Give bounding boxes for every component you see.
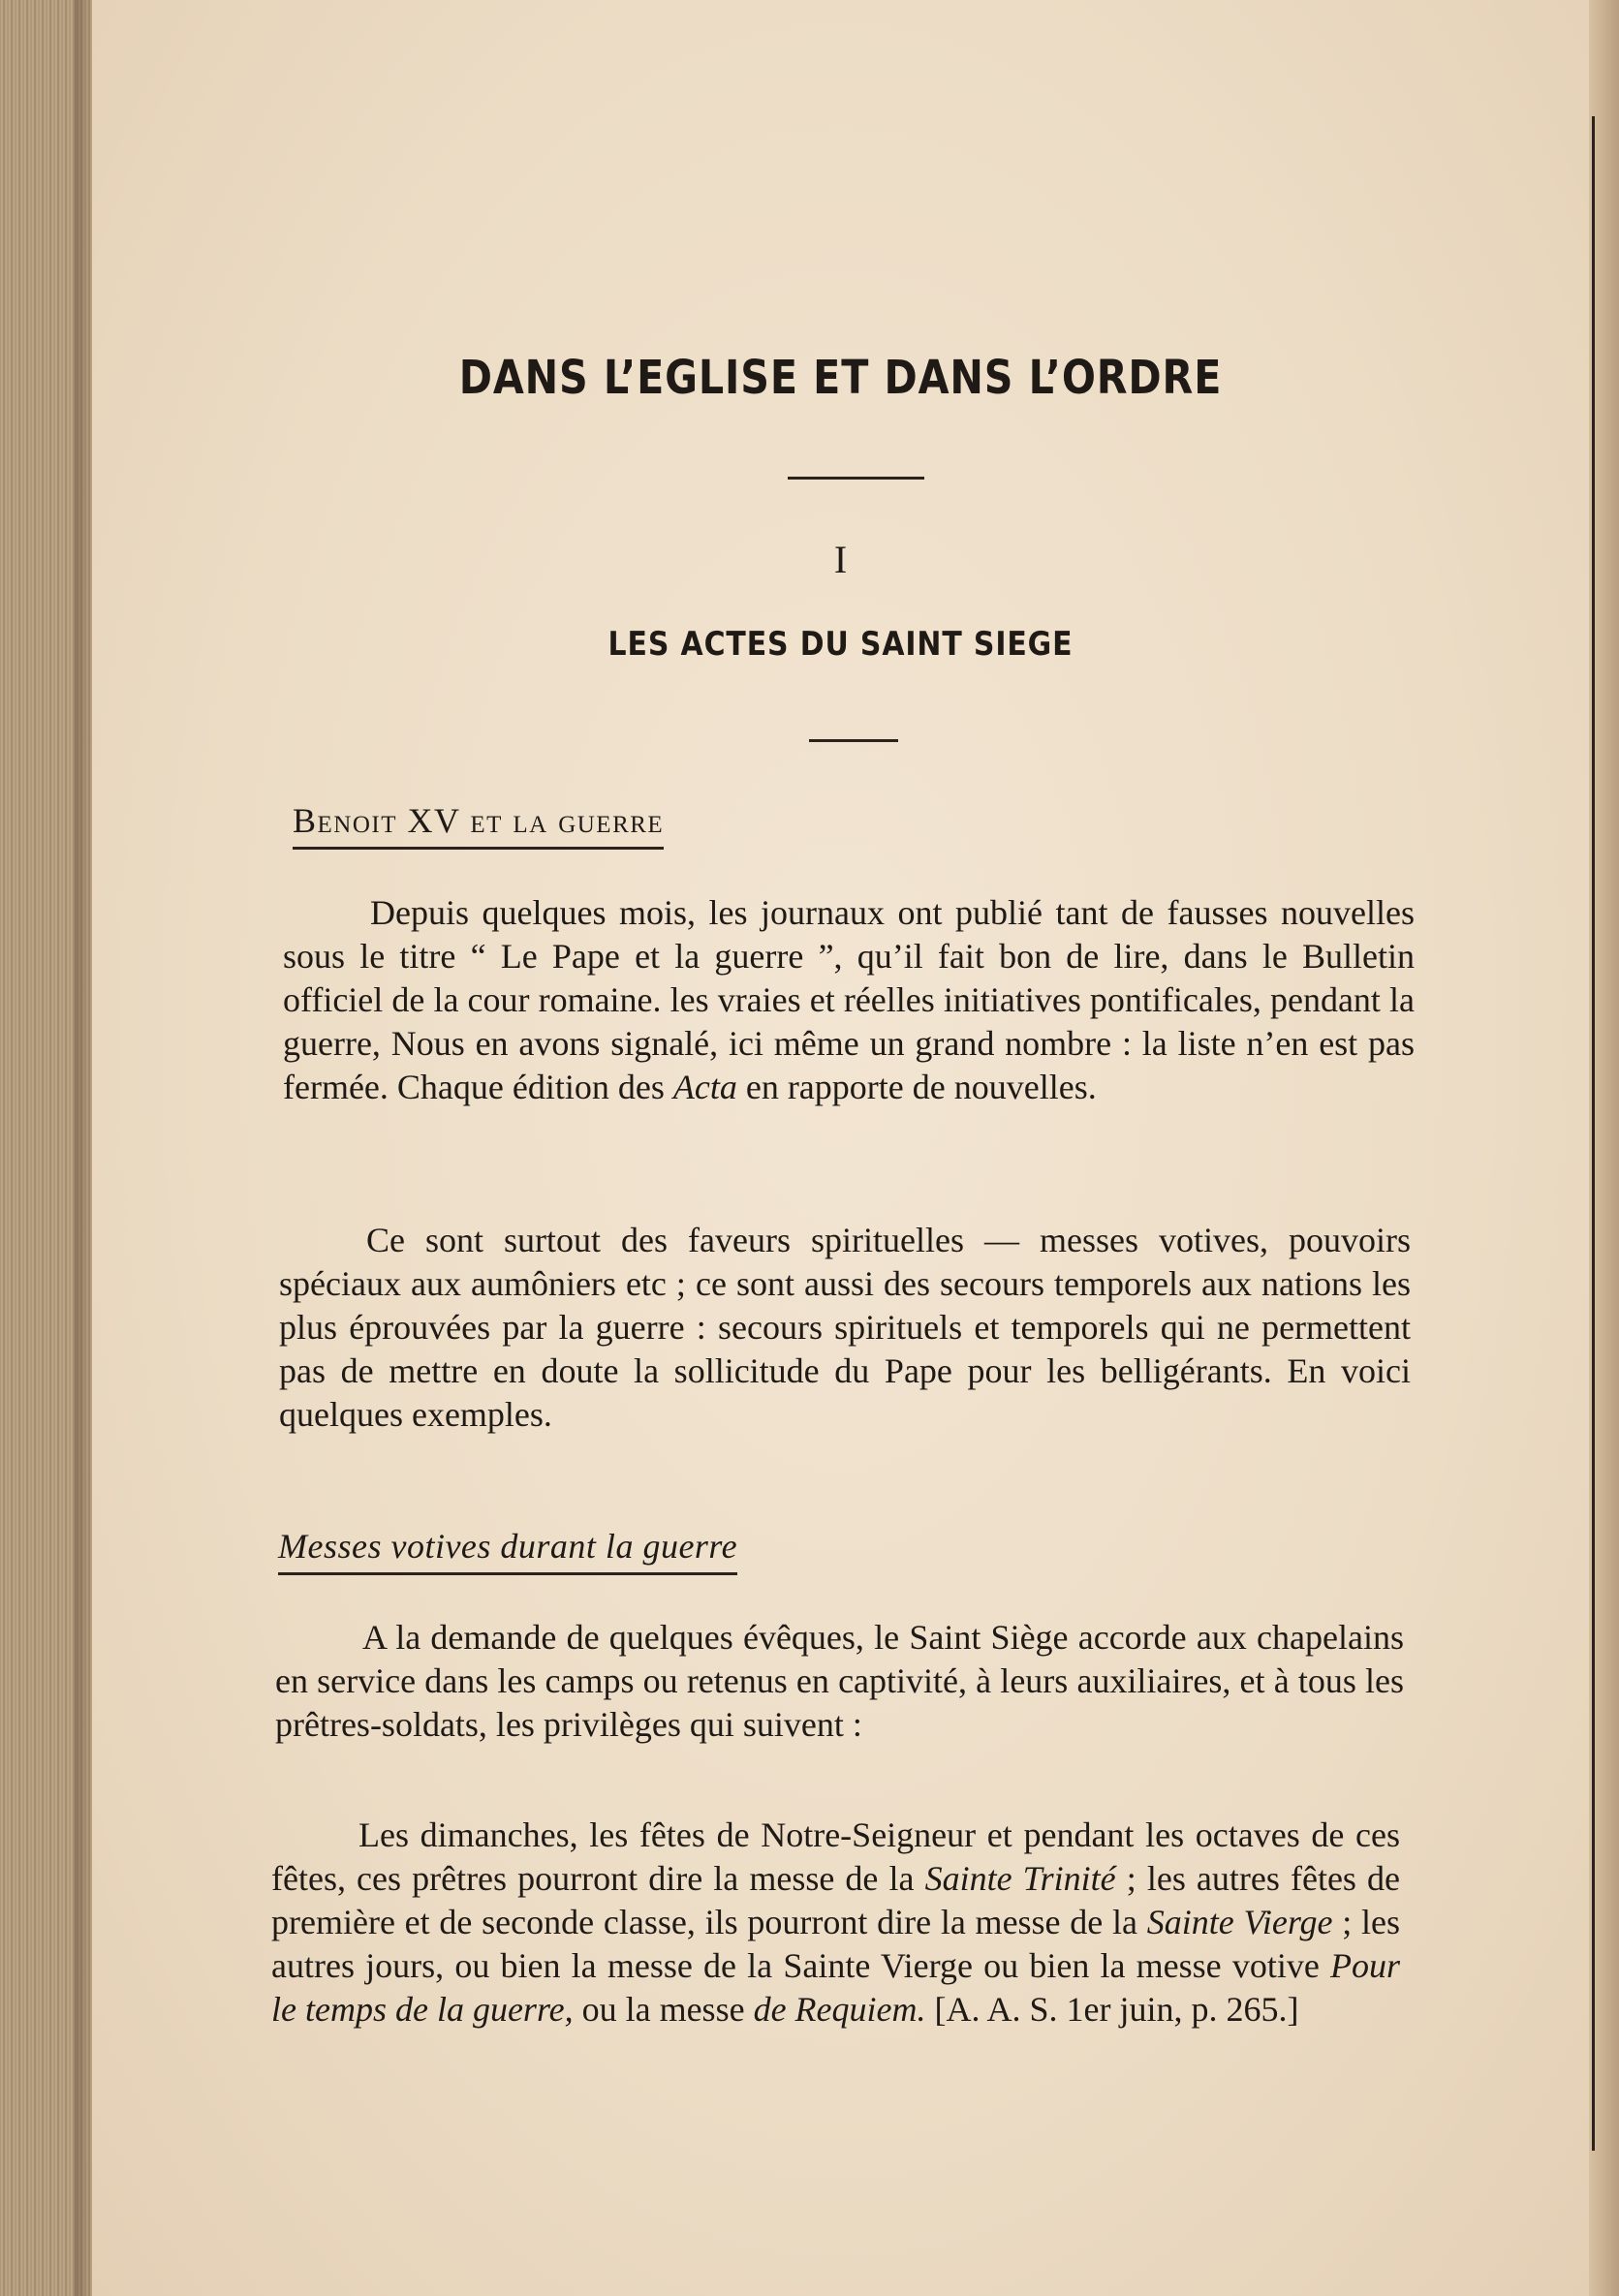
section-title-benoit: Benoit XV et la guerre [293, 800, 664, 850]
section-heading: LES ACTES DU SAINT SIEGE [607, 625, 1074, 664]
title-rule [788, 477, 924, 480]
p4-g: ou la messe [573, 1990, 754, 2029]
paragraph-1 [283, 891, 1415, 1109]
acta-italic: Acta [672, 1068, 737, 1106]
paragraph-1-text: Depuis quelques mois, les journaux ont publié tant de fausses nouvelles sous le titre “ Le Pape et la guerre ”, qu’il fait bon de lire, dans le Bulletin officiel de la cour romaine. les vraies et réelles initiatives pontificales, pendant la guerre, Nous en avons signalé, ici même un grand nombre : la liste n’en est pas fermée. Chaque édition des [283, 893, 1415, 1106]
section-title-messes: Messes votives durant la guerre [278, 1526, 737, 1575]
spine-line [1592, 116, 1595, 2151]
p4-c: ; les autres fêtes de première et de seconde classe, ils pourront dire la messe de la [271, 1859, 1401, 1941]
book-page-edge [0, 0, 92, 2296]
page-title: DANS L’EGLISE ET DANS L’ORDRE [458, 351, 1223, 405]
p4-d: Sainte Vierge [1146, 1903, 1333, 1941]
p4-b: Sainte Trinité [924, 1859, 1116, 1898]
p4-h: de Requiem. [753, 1990, 926, 2029]
p4-a: Les dimanches, les fêtes de Notre-Seigneur et pendant les octaves de ces fêtes, ces prêtres pourront dire la messe de la [271, 1815, 1400, 1898]
paragraph-2: Ce sont surtout des faveurs spirituelles — messes votives, pouvoirs spéciaux aux aumôniers etc ; ce sont aussi des secours temporels aux nations les plus éprouvées par la guerre : secours spirituels et temporels qui ne permettent pas de mettre en doute la sollicitude du Pape pour les belligérants. En voici quelques exemples. [279, 1221, 1411, 1434]
part-number: I [833, 538, 848, 581]
p4-e: ; les autres jours, ou bien la messe de la Sainte Vierge ou bien la messe votive [271, 1903, 1400, 1985]
subtitle-rule [809, 739, 898, 742]
paragraph-1-end: en rapporte de nouvelles. [736, 1068, 1097, 1106]
p4-f: Pour le temps de la guerre, [271, 1946, 1400, 2029]
paragraph-4 [271, 1814, 1400, 2032]
paragraph-3: A la demande de quelques évêques, le Saint Siège accorde aux chapelains en service dans les camps ou retenus en captivité, à leurs auxiliaires, et à tous les prêtres-soldats, les privilèges qui suivent : [275, 1618, 1404, 1744]
p4-i: [A. A. S. 1er juin, p. 265.] [925, 1990, 1299, 2029]
